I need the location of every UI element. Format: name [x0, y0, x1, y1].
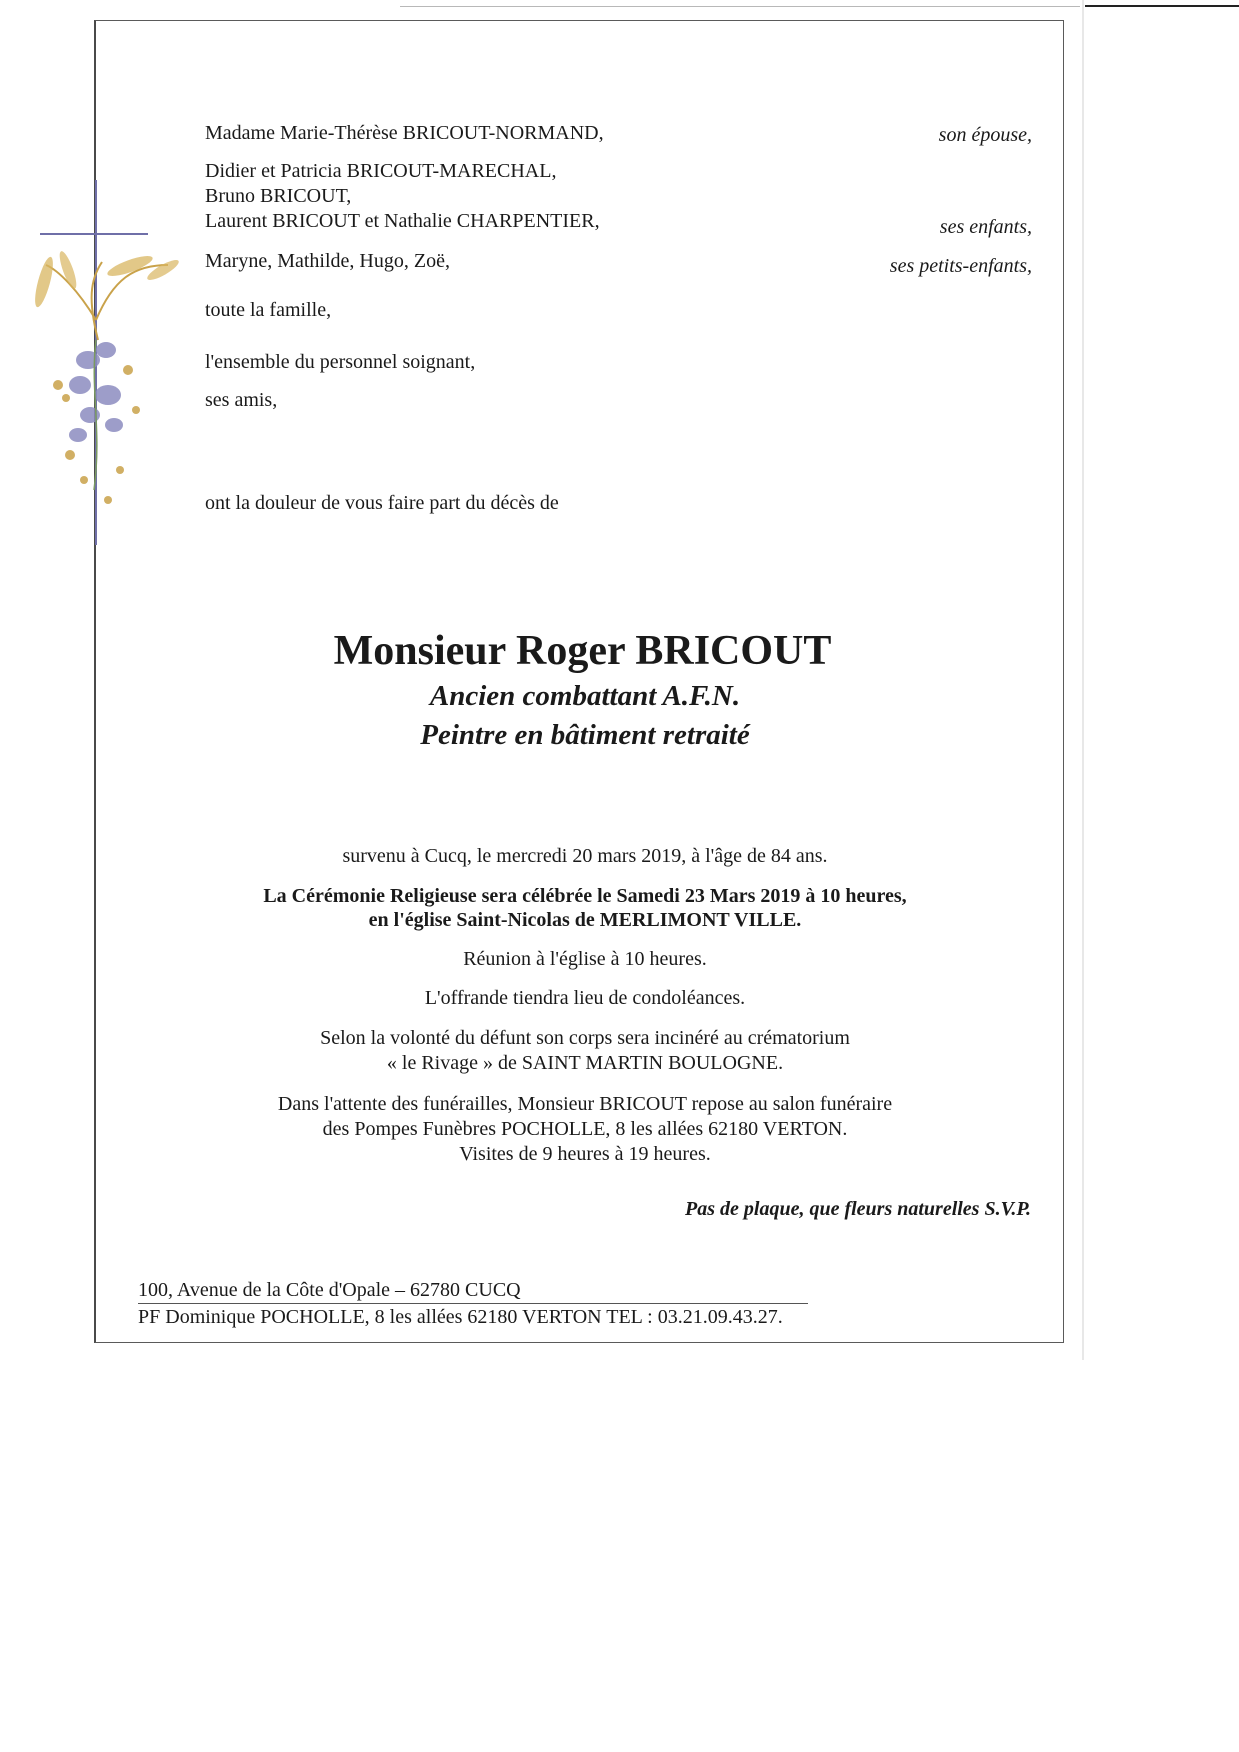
top-edge-line [400, 6, 1080, 7]
footer-address: 100, Avenue de la Côte d'Opale – 62780 CUCQ [138, 1277, 808, 1304]
rest-line-1: Dans l'attente des funérailles, Monsieur BRICOUT repose au salon funéraire [277, 1093, 893, 1115]
cremation-line-2: « le Rivage » de SAINT MARTIN BOULOGNE. [386, 1052, 784, 1074]
grandchildren-role: ses petits-enfants, [889, 255, 1032, 277]
children-line-2: Bruno BRICOUT, [205, 185, 352, 207]
footer-funeral-home: PF Dominique POCHOLLE, 8 les allées 62180 VERTON TEL : 03.21.09.43.27. [138, 1306, 783, 1328]
children-line-3: Laurent BRICOUT et Nathalie CHARPENTIER, [205, 210, 600, 232]
deceased-title-2: Peintre en bâtiment retraité [420, 719, 750, 751]
death-details: survenu à Cucq, le mercredi 20 mars 2019, à l'âge de 84 ans. [342, 845, 828, 867]
rest-line-3: Visites de 9 heures à 19 heures. [459, 1143, 711, 1165]
announcement: ont la douleur de vous faire part du décès de [205, 492, 559, 514]
cremation-line-1: Selon la volonté du défunt son corps sera incinéré au crématorium [320, 1027, 850, 1049]
top-corner-mark [1085, 5, 1239, 7]
flowers-note: Pas de plaque, que fleurs naturelles S.V.P. [685, 1198, 1031, 1220]
grandchildren: Maryne, Mathilde, Hugo, Zoë, [205, 250, 450, 272]
staff-line: l'ensemble du personnel soignant, [205, 351, 476, 373]
ceremony-line-1: La Cérémonie Religieuse sera célébrée le Samedi 23 Mars 2019 à 10 heures, [263, 885, 907, 907]
wife-role: son épouse, [938, 124, 1032, 146]
ceremony-line-2: en l'église Saint-Nicolas de MERLIMONT VILLE. [368, 909, 802, 931]
children-role: ses enfants, [939, 216, 1032, 238]
rest-line-2: des Pompes Funèbres POCHOLLE, 8 les allées 62180 VERTON. [322, 1118, 848, 1140]
cross-with-wheat-and-flowers-icon [18, 170, 208, 550]
deceased-title-1: Ancien combattant A.F.N. [429, 680, 741, 712]
children-line-1: Didier et Patricia BRICOUT-MARECHAL, [205, 160, 557, 182]
meeting-line: Réunion à l'église à 10 heures. [463, 948, 707, 970]
family-line: toute la famille, [205, 299, 332, 321]
wife-name: Madame Marie-Thérèse BRICOUT-NORMAND, [205, 122, 604, 144]
deceased-name: Monsieur Roger BRICOUT [333, 628, 832, 674]
offering-line: L'offrande tiendra lieu de condoléances. [424, 987, 746, 1009]
friends-line: ses amis, [205, 389, 278, 411]
